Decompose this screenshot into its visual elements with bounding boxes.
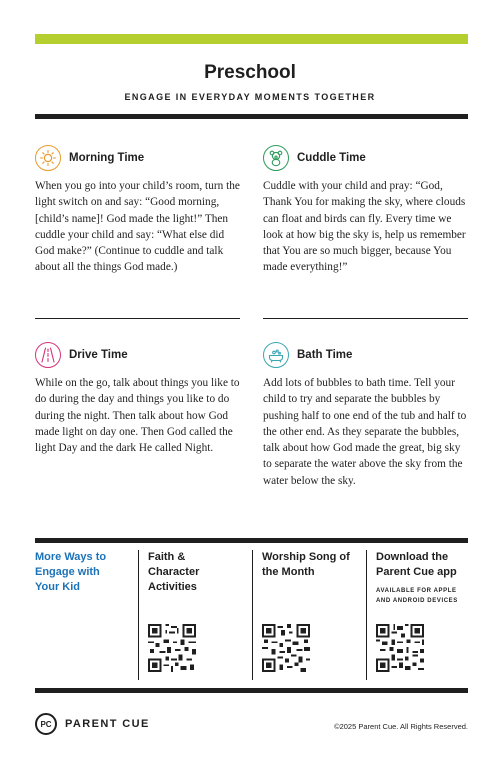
resources-top-divider [35,538,468,543]
footer-divider [35,688,468,693]
footer-brand [35,713,150,735]
qr-code-faith-activities[interactable] [148,624,196,672]
qr-code-parent-cue-app[interactable] [376,624,424,672]
section-title: Cuddle Time [297,152,366,164]
section-body: Cuddle with your child and pray: “God, Thank You for making the sky, where clouds can float and birds can fly. Every time we look at how big the sky is, help us remember that You are so much bigger, because You made everything!” [263,180,466,274]
road-icon [35,342,61,368]
section-divider-left [35,318,240,319]
copyright-text: ©2025 Parent Cue. All Rights Reserved. [334,722,468,731]
resources-heading: More Ways to Engage with Your Kid [35,551,107,593]
section-bath-time [263,342,468,489]
section-header [35,145,240,171]
resource-title: Faith & Character Activities [148,551,200,593]
section-cuddle-time [263,145,468,276]
section-header [263,145,468,171]
section-drive-time [35,342,240,456]
parent-cue-logo: PC [35,713,57,735]
column-divider [366,550,367,680]
resource-title: Worship Song of the Month [262,551,350,578]
section-body: When you go into your child’s room, turn the light switch on and say: “Good morning, [child’s name]! God made the light!” Then cuddle your child and say: “What else did God make?” (Continue to cuddle and talk about all the things God made.) [35,180,240,274]
page-title: Preschool [204,62,296,83]
page-subtitle: ENGAGE IN EVERYDAY MOMENTS TOGETHER [124,92,376,102]
brand-name: PARENT CUE [65,718,150,730]
section-body: While on the go, talk about things you like to do during the day and things you like to do during the night. Then talk about how God made light on day one. Then God called the light Day and the dark He called Night. [35,377,240,455]
resource-title: Download the Parent Cue app [376,551,457,578]
sun-icon [35,145,61,171]
column-divider [138,550,139,680]
section-morning-time [35,145,240,276]
teddy-bear-icon [263,145,289,171]
section-header [35,342,240,368]
column-divider [252,550,253,680]
qr-code-worship-song[interactable] [262,624,310,672]
section-title: Bath Time [297,349,353,361]
section-header [263,342,468,368]
section-title: Drive Time [69,349,128,361]
resources-heading-column [35,550,130,680]
header-divider [35,114,468,119]
top-accent-bar [35,34,468,44]
section-divider-right [263,318,468,319]
bathtub-icon [263,342,289,368]
section-title: Morning Time [69,152,145,164]
section-body: Add lots of bubbles to bath time. Tell your child to try and separate the bubbles by pushing half to one end of the tub and half to the other end. As they separate the bubbles, talk about how God made the great, big sky to separate the water above the sky from the water below the sky. [263,377,467,487]
resource-note: AVAILABLE FOR APPLE AND ANDROID DEVICES [376,588,458,604]
